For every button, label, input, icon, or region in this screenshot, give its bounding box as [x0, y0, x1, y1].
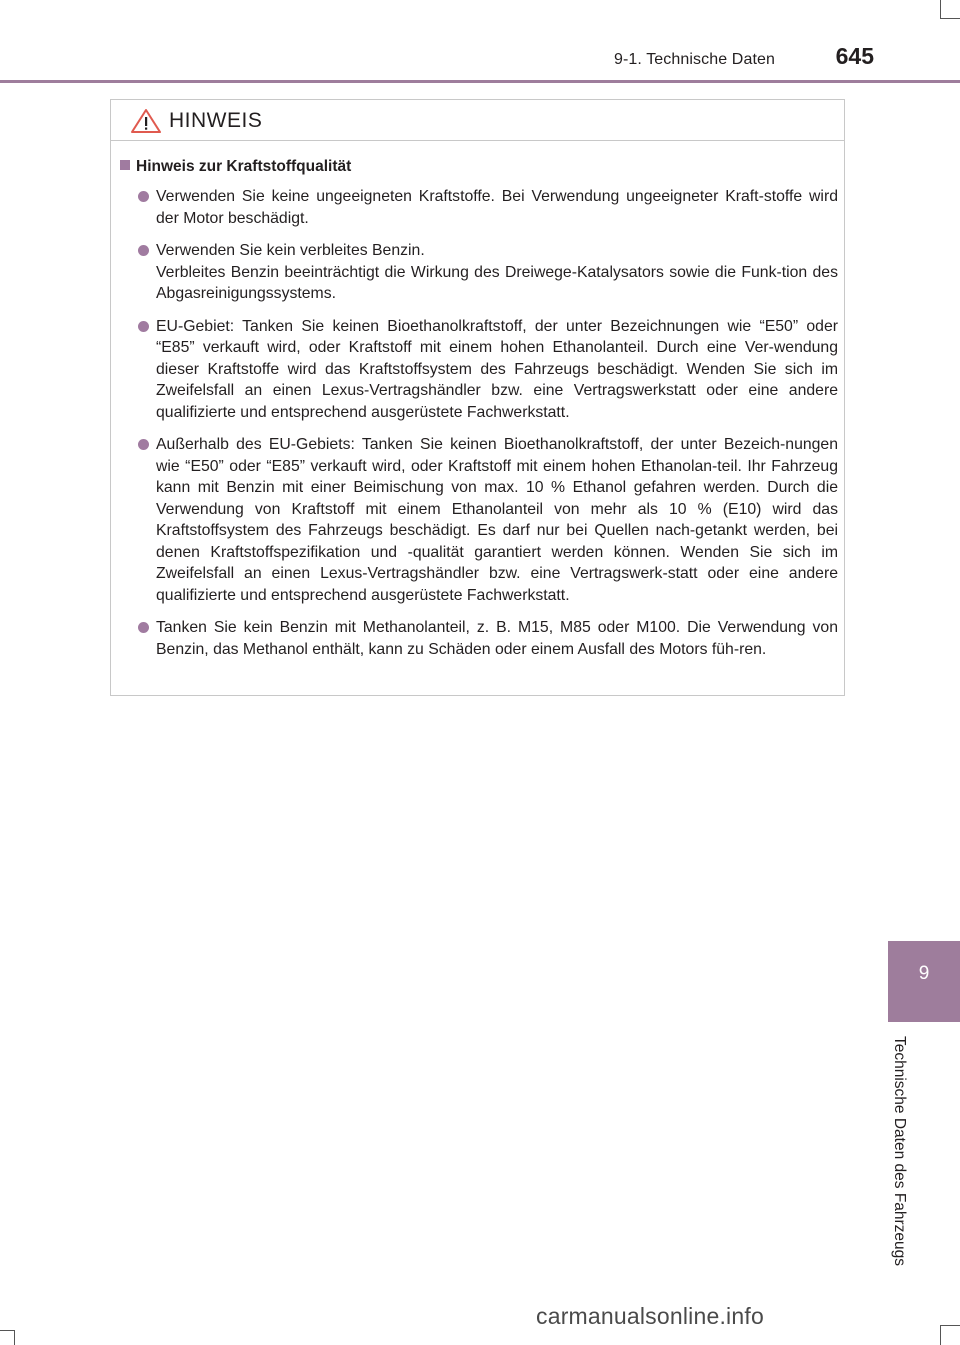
list-item-text: EU-Gebiet: Tanken Sie keinen Bioethanolkraftstoff, der unter Bezeichnungen wie “E50” oder “E85” verkauft wird, oder Kraftstoff mit einem hohen Ethanolanteil. Durch eine Ver-wendung dieser Kraftstoffe wird das Kraftstoffsystem des Fahrzeugs beschädigt. Wenden Sie sich im Zweifelsfall an einen Lexus-Vertragshändler bzw. eine Vertragswerkstatt oder eine andere qualifizierte und entsprechend ausgerüstete Fachwerkstatt. [156, 317, 838, 421]
notice-section-heading [120, 158, 351, 176]
chapter-tab [888, 941, 960, 1022]
notice-list [138, 186, 838, 671]
chapter-title-vertical [891, 1036, 919, 1291]
crop-mark [14, 1330, 15, 1345]
watermark: carmanualsonline.info [536, 1303, 764, 1329]
round-bullet-icon [138, 245, 149, 256]
crop-mark [940, 1325, 941, 1345]
chapter-number: 9 [918, 963, 930, 984]
list-item-text: Verwenden Sie keine ungeeigneten Kraftstoffe. Bei Verwendung ungeeigneter Kraft-stoffe wird der Motor beschädigt. [156, 188, 838, 227]
list-item [138, 186, 838, 229]
list-item [138, 617, 838, 660]
crop-mark [940, 0, 941, 18]
round-bullet-icon [138, 622, 149, 633]
section-title: 9-1. Technische Daten [613, 51, 775, 68]
crop-mark [940, 18, 960, 19]
crop-mark [0, 1330, 15, 1331]
round-bullet-icon [138, 191, 149, 202]
list-item [138, 434, 838, 606]
round-bullet-icon [138, 439, 149, 450]
header-divider [0, 80, 960, 83]
list-item [138, 240, 838, 305]
list-item-text: Verwenden Sie kein verbleites Benzin. [156, 242, 425, 259]
chapter-title: Technische Daten des Fahrzeugs [891, 1036, 908, 1267]
notice-label: HINWEIS [169, 109, 263, 132]
list-item-text: Verbleites Benzin beeinträchtigt die Wirkung des Dreiwege-Katalysators sowie die Funk-tion des Abgasreinigungssystems. [156, 263, 838, 302]
list-item-text: Tanken Sie kein Benzin mit Methanolanteil, z. B. M15, M85 oder M100. Die Verwendung von Benzin, das Methanol enthält, kann zu Schäden oder einem Ausfall des Motors füh-ren. [156, 619, 838, 658]
notice-section-heading-text: Hinweis zur Kraftstoffqualität [136, 158, 352, 175]
list-item [138, 316, 838, 424]
round-bullet-icon [138, 321, 149, 332]
notice-header [111, 100, 844, 141]
notice-box [110, 99, 845, 696]
square-bullet-icon [120, 160, 130, 170]
crop-mark [940, 1325, 960, 1326]
page-number: 645 [835, 43, 874, 69]
warning-triangle-icon [130, 108, 162, 134]
list-item-text: Außerhalb des EU-Gebiets: Tanken Sie keinen Bioethanolkraftstoff, der unter Bezeich-nungen wie “E50” oder “E85” verkauft wird, oder Kraftstoff mit einem hohen Ethanolan-teil. Ihr Fahrzeug kann mit Benzin mit einer Beimischung von max. 10 % Ethanol gefahren werden. Durch die Verwendung von Kraftstoff mit einem Ethanolanteil von mehr als 10 % (E10) wird das Kraftstoffsystem des Fahrzeugs beschädigt. Es darf nur bei Quellen nach-getankt werden, bei denen Kraftstoffspezifikation und -qualität garantiert werden können. Wenden Sie sich im Zweifelsfall an einen Lexus-Vertragshändler bzw. eine Vertragswerk-statt oder eine andere qualifizierte und entsprechend ausgerüstete Fachwerkstatt. [156, 436, 838, 604]
